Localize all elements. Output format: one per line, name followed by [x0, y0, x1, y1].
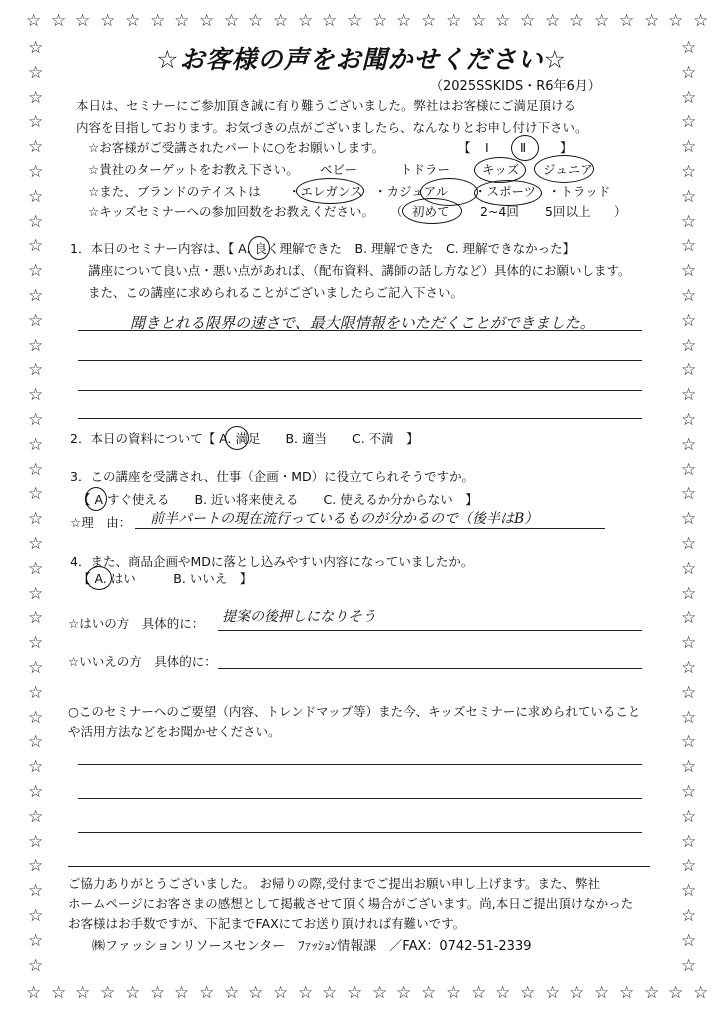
- q1-answer-line-4[interactable]: [78, 418, 642, 419]
- q4-options: 【 A. はい B. いいえ 】: [78, 571, 253, 586]
- border-star-icon: ☆: [28, 807, 44, 827]
- border-star-icon: ☆: [100, 11, 116, 31]
- border-star-icon: ☆: [248, 983, 264, 1003]
- border-star-icon: ☆: [347, 11, 363, 31]
- q2-question: 2．本日の資料について【 A. 満足 B. 適当 C. 不満 】: [70, 431, 419, 446]
- q1-answer-circle: [248, 236, 270, 260]
- border-star-icon: ☆: [681, 608, 697, 628]
- border-star-icon: ☆: [681, 385, 697, 405]
- border-star-icon: ☆: [681, 63, 697, 83]
- page-title: ☆お客様の声をお聞かせください☆: [156, 45, 567, 74]
- request-line-b[interactable]: [78, 798, 642, 799]
- border-star-icon: ☆: [681, 708, 697, 728]
- border-star-icon: ☆: [681, 534, 697, 554]
- q4-yes-line[interactable]: [218, 630, 642, 631]
- count-option-5plus[interactable]: 5回以上: [545, 204, 591, 219]
- q1-answer-line-2[interactable]: [78, 360, 642, 361]
- border-star-icon: ☆: [681, 856, 697, 876]
- taste-option-trad[interactable]: ・トラッド: [548, 184, 611, 199]
- border-star-icon: ☆: [174, 983, 190, 1003]
- count-option-first[interactable]: 初めて: [412, 204, 450, 219]
- q4-handwritten-yes: 提案の後押しになりそう: [222, 609, 376, 625]
- taste-option-sports[interactable]: ・スポーツ: [474, 184, 537, 199]
- border-star-icon: ☆: [28, 162, 44, 182]
- border-star-icon: ☆: [681, 931, 697, 951]
- border-star-icon: ☆: [28, 658, 44, 678]
- q1-question: 1．本日のセミナー内容は、【 A. 良く理解できた B. 理解できた C. 理解できなかった】: [70, 241, 576, 256]
- border-star-icon: ☆: [668, 983, 684, 1003]
- border-star-icon: ☆: [28, 187, 44, 207]
- border-star-icon: ☆: [396, 11, 412, 31]
- border-star-icon: ☆: [28, 336, 44, 356]
- target-option-kids[interactable]: キッズ: [482, 162, 520, 177]
- request-line-c[interactable]: [78, 832, 642, 833]
- border-star-icon: ☆: [681, 484, 697, 504]
- border-star-icon: ☆: [125, 11, 141, 31]
- border-star-icon: ☆: [681, 683, 697, 703]
- border-star-icon: ☆: [569, 11, 585, 31]
- border-star-icon: ☆: [668, 11, 684, 31]
- border-star-icon: ☆: [681, 435, 697, 455]
- border-star-icon: ☆: [495, 11, 511, 31]
- border-star-icon: ☆: [681, 906, 697, 926]
- border-star-icon: ☆: [28, 633, 44, 653]
- q3-reason-line[interactable]: [135, 528, 605, 529]
- border-star-icon: ☆: [681, 460, 697, 480]
- border-star-icon: ☆: [28, 236, 44, 256]
- taste-elegance-circle: [296, 178, 364, 204]
- border-star-icon: ☆: [28, 112, 44, 132]
- footer-line-1: ご協力ありがとうございました。 お帰りの際,受付までご提出お願い申し上げます。また、弊社: [68, 876, 600, 891]
- border-star-icon: ☆: [681, 286, 697, 306]
- border-star-icon: ☆: [471, 983, 487, 1003]
- border-star-icon: ☆: [681, 336, 697, 356]
- border-star-icon: ☆: [298, 11, 314, 31]
- footer-line-2: ホームページにお客さまの感想として掲載させて頂く場合がございます。尚,本日ご提出頂けなかった: [68, 896, 634, 911]
- q3-question: 3．この講座を受講され、仕事（企画・MD）に役立てられそうですか。: [70, 469, 475, 484]
- border-star-icon: ☆: [28, 856, 44, 876]
- count-first-circle: [402, 198, 462, 224]
- border-star-icon: ☆: [75, 983, 91, 1003]
- border-star-icon: ☆: [28, 956, 44, 976]
- request-line-a[interactable]: [78, 764, 642, 765]
- border-star-icon: ☆: [26, 983, 42, 1003]
- taste-question: ☆また、ブランドのテイストは: [88, 184, 261, 199]
- border-star-icon: ☆: [681, 162, 697, 182]
- border-star-icon: ☆: [28, 261, 44, 281]
- border-star-icon: ☆: [372, 11, 388, 31]
- border-star-icon: ☆: [681, 236, 697, 256]
- border-star-icon: ☆: [28, 38, 44, 58]
- intro-line-1: 本日は、セミナーにご参加頂き誠に有り難うございました。弊社はお客様にご満足頂ける: [76, 98, 577, 113]
- border-star-icon: ☆: [619, 11, 635, 31]
- border-star-icon: ☆: [28, 88, 44, 108]
- border-star-icon: ☆: [681, 88, 697, 108]
- part-option-2[interactable]: Ⅱ: [520, 140, 527, 155]
- border-star-icon: ☆: [446, 983, 462, 1003]
- border-star-icon: ☆: [446, 11, 462, 31]
- border-star-icon: ☆: [681, 261, 697, 281]
- border-star-icon: ☆: [681, 584, 697, 604]
- border-star-icon: ☆: [28, 559, 44, 579]
- border-star-icon: ☆: [322, 11, 338, 31]
- border-star-icon: ☆: [224, 11, 240, 31]
- border-star-icon: ☆: [28, 782, 44, 802]
- border-star-icon: ☆: [372, 983, 388, 1003]
- border-star-icon: ☆: [28, 435, 44, 455]
- border-star-icon: ☆: [28, 708, 44, 728]
- border-star-icon: ☆: [199, 983, 215, 1003]
- border-star-icon: ☆: [322, 983, 338, 1003]
- q4-answer-circle: [86, 566, 112, 590]
- border-star-icon: ☆: [28, 137, 44, 157]
- border-star-icon: ☆: [51, 983, 67, 1003]
- border-star-icon: ☆: [273, 11, 289, 31]
- border-star-icon: ☆: [520, 11, 536, 31]
- footer-line-3: お客様はお手数ですが、下記までFAXにてお送り頂ければ有難いです。: [68, 916, 466, 931]
- border-star-icon: ☆: [28, 385, 44, 405]
- border-star-icon: ☆: [26, 11, 42, 31]
- target-option-junior[interactable]: ジュニア: [543, 162, 593, 177]
- border-star-icon: ☆: [681, 38, 697, 58]
- border-star-icon: ☆: [681, 212, 697, 232]
- border-star-icon: ☆: [619, 983, 635, 1003]
- border-star-icon: ☆: [681, 112, 697, 132]
- q4-yes-label: ☆はいの方 具体的に：: [68, 616, 205, 631]
- border-star-icon: ☆: [174, 11, 190, 31]
- target-question: ☆貴社のターゲットをお教え下さい。: [88, 162, 299, 177]
- border-star-icon: ☆: [28, 732, 44, 752]
- border-star-icon: ☆: [51, 11, 67, 31]
- border-star-icon: ☆: [681, 757, 697, 777]
- request-line-2: や活用方法などをお聞かせください。: [68, 724, 281, 739]
- q3-options: 【 A すぐ使える B. 近い将来使える C. 使えるか分からない 】: [78, 492, 478, 507]
- border-star-icon: ☆: [681, 509, 697, 529]
- q1-line-2: 講座について良い点・悪い点があれば、（配布資料、講師の話し方など）具体的にお願いします。: [88, 263, 631, 278]
- part-bracket-open: 【: [458, 140, 471, 155]
- border-star-icon: ☆: [298, 983, 314, 1003]
- border-star-icon: ☆: [681, 633, 697, 653]
- q1-answer-line-3[interactable]: [78, 390, 642, 391]
- border-star-icon: ☆: [681, 559, 697, 579]
- q4-no-line[interactable]: [218, 668, 642, 669]
- target-junior-circle: [534, 155, 594, 183]
- q1-answer-line-1[interactable]: [78, 330, 642, 331]
- border-star-icon: ☆: [28, 460, 44, 480]
- border-star-icon: ☆: [248, 11, 264, 31]
- border-star-icon: ☆: [28, 931, 44, 951]
- border-star-icon: ☆: [100, 983, 116, 1003]
- border-star-icon: ☆: [644, 983, 660, 1003]
- border-star-icon: ☆: [545, 983, 561, 1003]
- border-star-icon: ☆: [28, 509, 44, 529]
- target-option-toddler[interactable]: トドラー: [400, 162, 451, 177]
- border-star-icon: ☆: [28, 63, 44, 83]
- border-star-icon: ☆: [681, 187, 697, 207]
- q2-answer-circle: [225, 426, 249, 450]
- taste-option-casual[interactable]: ・カジュアル: [374, 184, 449, 199]
- footer-company: ㈱ファッションリソースセンター ﾌｧｯｼｮﾝ情報課 ／FAX：0742-51-2339: [92, 939, 532, 954]
- q3-reason-label: ☆理 由：: [70, 515, 132, 530]
- q4-no-label: ☆いいえの方 具体的に：: [68, 654, 217, 669]
- border-star-icon: ☆: [594, 983, 610, 1003]
- border-star-icon: ☆: [681, 832, 697, 852]
- count-bracket-close: ）: [614, 204, 627, 219]
- q3-answer-circle: [85, 487, 107, 511]
- q1-line-3: また、この講座に求められることがございましたらご記入下さい。: [88, 285, 464, 300]
- border-star-icon: ☆: [28, 311, 44, 331]
- count-bracket-open: （: [390, 204, 403, 219]
- border-star-icon: ☆: [28, 360, 44, 380]
- border-star-icon: ☆: [28, 484, 44, 504]
- border-star-icon: ☆: [150, 11, 166, 31]
- footer-divider: [68, 866, 650, 867]
- border-star-icon: ☆: [28, 286, 44, 306]
- border-star-icon: ☆: [520, 983, 536, 1003]
- count-option-2-4[interactable]: 2~4回: [480, 204, 519, 219]
- border-star-icon: ☆: [28, 881, 44, 901]
- request-line-1: ○このセミナーへのご要望（内容、トレンドマップ等）また今、キッズセミナーに求められていること: [68, 704, 641, 719]
- border-star-icon: ☆: [471, 11, 487, 31]
- border-star-icon: ☆: [125, 983, 141, 1003]
- target-option-baby[interactable]: ベビー: [320, 162, 358, 177]
- border-star-icon: ☆: [681, 360, 697, 380]
- intro-line-2: 内容を目指しております。お気づきの点がございましたら、なんなりとお申し付け下さい。: [76, 120, 588, 135]
- part-bracket-close: 】: [560, 140, 573, 155]
- border-star-icon: ☆: [681, 732, 697, 752]
- border-star-icon: ☆: [421, 983, 437, 1003]
- border-star-icon: ☆: [681, 410, 697, 430]
- part-option-1[interactable]: Ⅰ: [485, 140, 489, 155]
- border-star-icon: ☆: [594, 11, 610, 31]
- q3-handwritten-reason: 前半パートの現在流行っているものが分かるので（後半はB）: [150, 511, 539, 527]
- border-star-icon: ☆: [150, 983, 166, 1003]
- border-star-icon: ☆: [644, 11, 660, 31]
- border-star-icon: ☆: [681, 311, 697, 331]
- border-star-icon: ☆: [681, 881, 697, 901]
- border-star-icon: ☆: [28, 534, 44, 554]
- border-star-icon: ☆: [28, 410, 44, 430]
- border-star-icon: ☆: [495, 983, 511, 1003]
- count-question: ☆キッズセミナーへの参加回数をお教えください。: [88, 204, 374, 219]
- border-star-icon: ☆: [347, 983, 363, 1003]
- border-star-icon: ☆: [681, 807, 697, 827]
- taste-sports-circle: [474, 180, 542, 206]
- q4-question: 4．また、商品企画やMDに落とし込みやすい内容になっていましたか。: [70, 554, 474, 569]
- border-star-icon: ☆: [28, 584, 44, 604]
- border-star-icon: ☆: [28, 212, 44, 232]
- border-star-icon: ☆: [681, 956, 697, 976]
- q1-handwritten-answer: 聞きとれる限界の速さで、最大限情報をいただくことができました。: [130, 314, 595, 332]
- part-option-2-circle: [511, 135, 539, 161]
- border-star-icon: ☆: [421, 11, 437, 31]
- border-star-icon: ☆: [681, 137, 697, 157]
- border-star-icon: ☆: [28, 683, 44, 703]
- border-star-icon: ☆: [681, 658, 697, 678]
- border-star-icon: ☆: [28, 832, 44, 852]
- border-star-icon: ☆: [681, 782, 697, 802]
- border-star-icon: ☆: [75, 11, 91, 31]
- part-question: ☆お客様がご受講されたパートに○をお願いします。: [88, 140, 385, 155]
- edition-label: （2025SSKIDS・R6年6月）: [430, 79, 601, 94]
- border-star-icon: ☆: [693, 11, 709, 31]
- target-kids-circle: [474, 157, 526, 183]
- border-star-icon: ☆: [28, 757, 44, 777]
- border-star-icon: ☆: [199, 11, 215, 31]
- border-star-icon: ☆: [545, 11, 561, 31]
- border-star-icon: ☆: [28, 608, 44, 628]
- border-star-icon: ☆: [693, 983, 709, 1003]
- border-star-icon: ☆: [569, 983, 585, 1003]
- taste-option-elegance[interactable]: ・エレガンス: [288, 184, 363, 199]
- border-star-icon: ☆: [396, 983, 412, 1003]
- border-star-icon: ☆: [273, 983, 289, 1003]
- border-star-icon: ☆: [224, 983, 240, 1003]
- border-star-icon: ☆: [28, 906, 44, 926]
